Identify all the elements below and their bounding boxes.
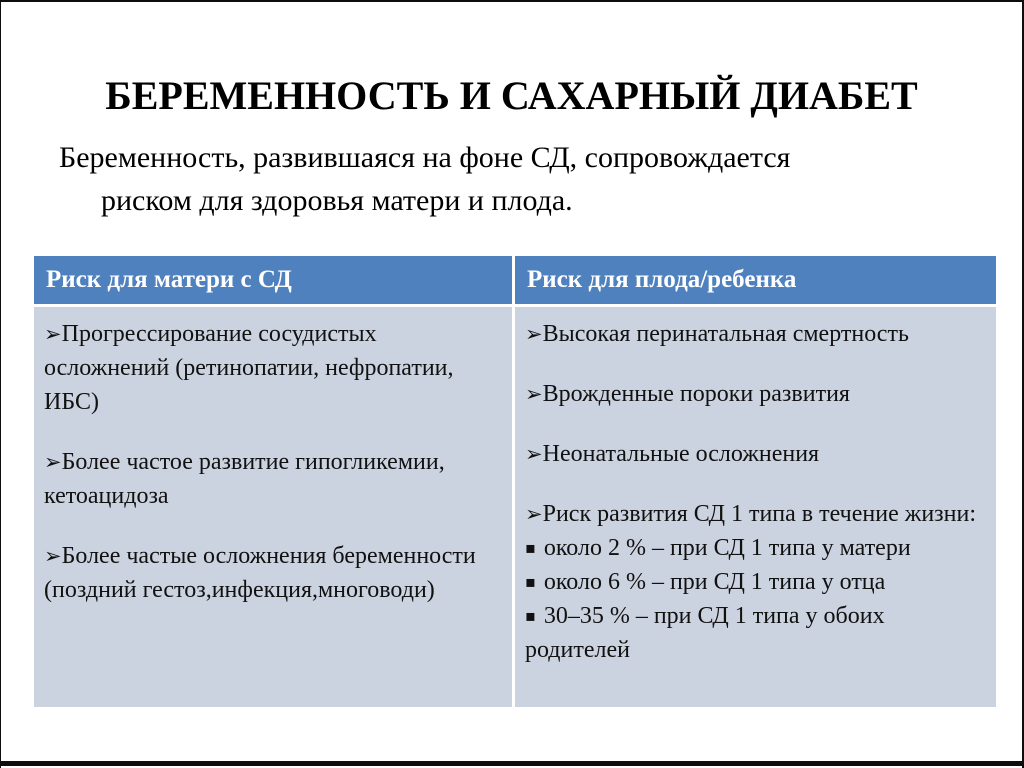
sub-item-text: около 6 % – при СД 1 типа у отца — [543, 569, 886, 595]
arrow-bullet-icon: ➢ — [44, 450, 62, 474]
list-item — [525, 437, 986, 471]
square-bullet-icon: ▪ — [525, 572, 536, 591]
table-header-mother: Риск для матери с СД — [34, 256, 512, 304]
list-item — [44, 317, 502, 419]
risk-table — [34, 256, 996, 707]
sub-list-item — [525, 531, 986, 565]
item-text: Более частое развитие гипогликемии, кетоацидоза — [44, 449, 445, 509]
item-text: Неонатальные осложнения — [542, 441, 820, 467]
list-item — [525, 377, 986, 411]
table-header-fetus: Риск для плода/ребенка — [515, 256, 996, 304]
item-text: Врожденные пороки развития — [542, 381, 850, 407]
bottom-frame-bar — [1, 761, 1022, 766]
arrow-bullet-icon: ➢ — [525, 322, 543, 346]
square-bullet-icon: ▪ — [525, 538, 536, 557]
arrow-bullet-icon: ➢ — [525, 382, 543, 406]
page-title: БЕРЕМЕННОСТЬ И САХАРНЫЙ ДИАБЕТ — [105, 73, 918, 118]
subtitle — [59, 136, 992, 222]
fetus-risks-cell — [515, 307, 996, 707]
sub-item-text: около 2 % – при СД 1 типа у матери — [543, 535, 911, 561]
list-item — [44, 445, 502, 513]
arrow-bullet-icon: ➢ — [525, 442, 543, 466]
list-item — [525, 497, 986, 531]
sub-list-item — [525, 599, 986, 667]
list-item — [525, 317, 986, 351]
square-bullet-icon: ▪ — [525, 606, 536, 625]
item-text: Высокая перинатальная смертность — [542, 321, 909, 347]
arrow-bullet-icon: ➢ — [44, 322, 62, 346]
subtitle-line: Беременность, развившаяся на фоне СД, сопровождается — [59, 141, 791, 174]
item-text: Более частые осложнения беременности (поздний гестоз,инфекция,многоводи) — [44, 543, 476, 603]
sub-list-item — [525, 565, 986, 599]
item-text: Риск развития СД 1 типа в течение жизни: — [542, 501, 977, 527]
mother-risks-cell — [34, 307, 512, 707]
subtitle-line: риском для здоровья матери и плода. — [101, 184, 573, 217]
arrow-bullet-icon: ➢ — [525, 502, 543, 526]
list-item — [44, 539, 502, 607]
arrow-bullet-icon: ➢ — [44, 544, 62, 568]
item-text: Прогрессирование сосудистых осложнений (ретинопатии, нефропатии, ИБС) — [44, 321, 454, 415]
sub-item-text: 30–35 % – при СД 1 типа у обоих родителей — [525, 603, 885, 663]
